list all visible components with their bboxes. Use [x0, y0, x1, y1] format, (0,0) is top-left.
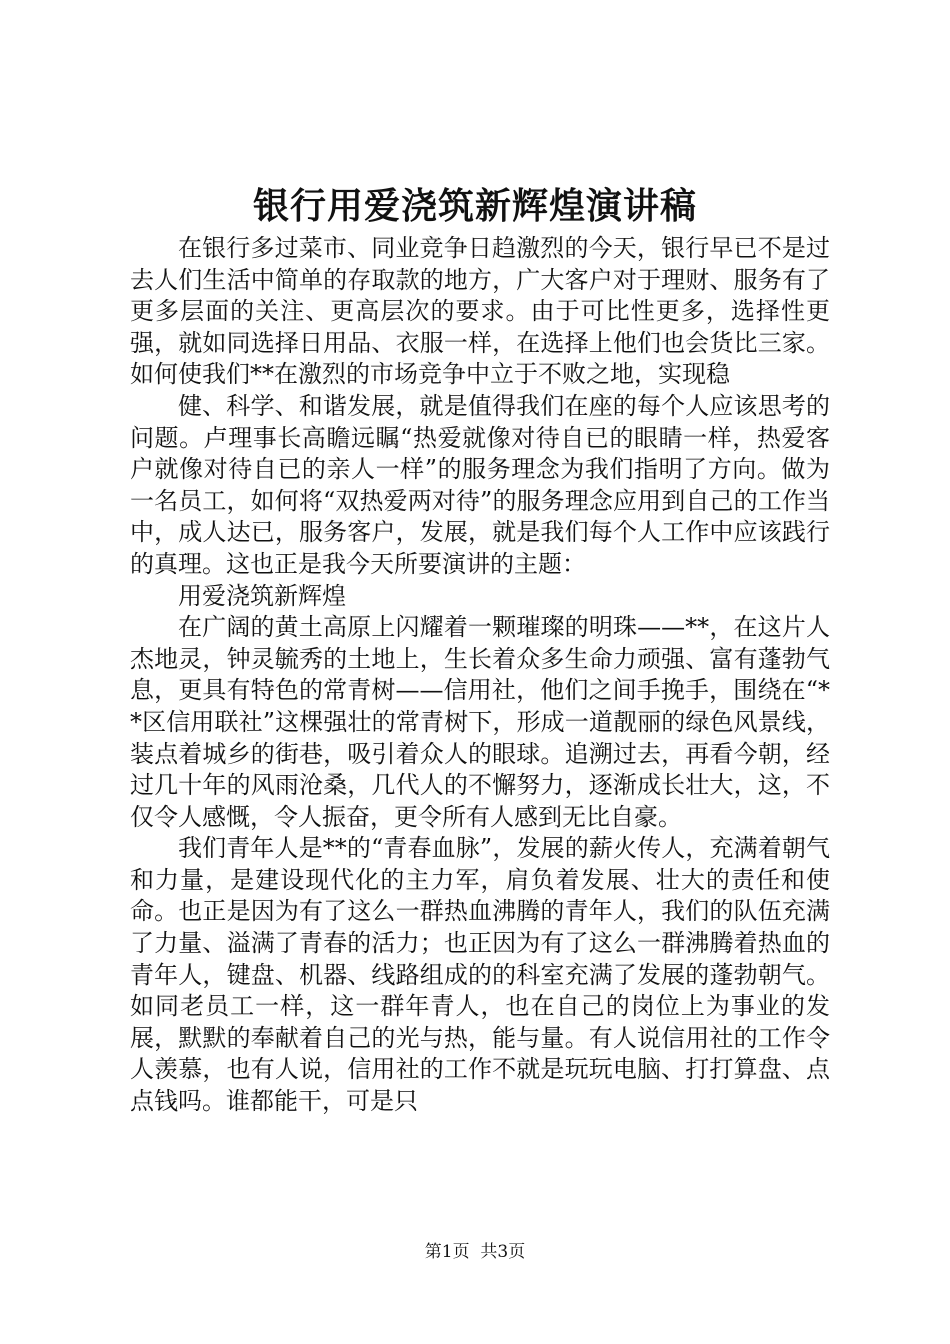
section-heading: 用爱浇筑新辉煌	[178, 581, 346, 610]
page-total: 共3页	[480, 1242, 526, 1262]
paragraph: 我们青年人是**的“青春血脉”，发展的薪火传人，充满着朝气和力量，是建设现代化的主力军，肩负着发展、壮大的责任和使命。也正是因为有了这么一群热血沸腾的青年人，我们的队伍充满了力量、溢满了青春的活力；也正因为有了这么一群沸腾着热血的青年人，键盘、机器、线路组成的的科室充满了发展的蓬勃朝气。如同老员工一样，这一群年青人，也在自己的岗位上为事业的发展，默默的奉献着自己的光与热，能与量。有人说信用社的工作令人羡慕，也有人说，信用社的工作不就是玩玩电脑、打打算盘、点点钱吗。谁都能干，可是只	[130, 834, 830, 1116]
paragraph: 健、科学、和谐发展，就是值得我们在座的每个人应该思考的问题。卢理事长高瞻远瞩“热爱就像对待自已的眼睛一样，热爱客户就像对待自已的亲人一样”的服务理念为我们指明了方向。做为一名员工，如何将“双热爱两对待”的服务理念应用到自己的工作当中，成人达已，服务客户，发展，就是我们每个人工作中应该践行的真理。这也正是我今天所要演讲的主题：	[130, 391, 830, 578]
paragraph: 在银行多过菜市、同业竞争日趋激烈的今天，银行早已不是过去人们生活中简单的存取款的地方，广大客户对于理财、服务有了更多层面的关注、更高层次的要求。由于可比性更多，选择性更强，就如同选择日用品、衣服一样，在选择上他们也会货比三家。如何使我们**在激烈的市场竞争中立于不败之地，实现稳	[130, 234, 830, 389]
document-body	[130, 233, 830, 1118]
page-number: 第1页	[424, 1242, 470, 1262]
paragraph: 在广阔的黄土高原上闪耀着一颗璀璨的明珠——**，在这片人杰地灵，钟灵毓秀的土地上，生长着众多生命力顽强、富有蓬勃气息，更具有特色的常青树——信用社，他们之间手挽手，围绕在“**区信用联社”这棵强壮的常青树下，形成一道靓丽的绿色风景线，装点着城乡的街巷，吸引着众人的眼球。追溯过去，再看今朝，经过几十年的风雨沧桑，几代人的不懈努力，逐渐成长壮大，这，不仅令人感慨，令人振奋，更令所有人感到无比自豪。	[130, 613, 830, 831]
document-title: 银行用爱浇筑新辉煌演讲稿	[252, 185, 697, 227]
page-footer	[0, 1240, 950, 1264]
